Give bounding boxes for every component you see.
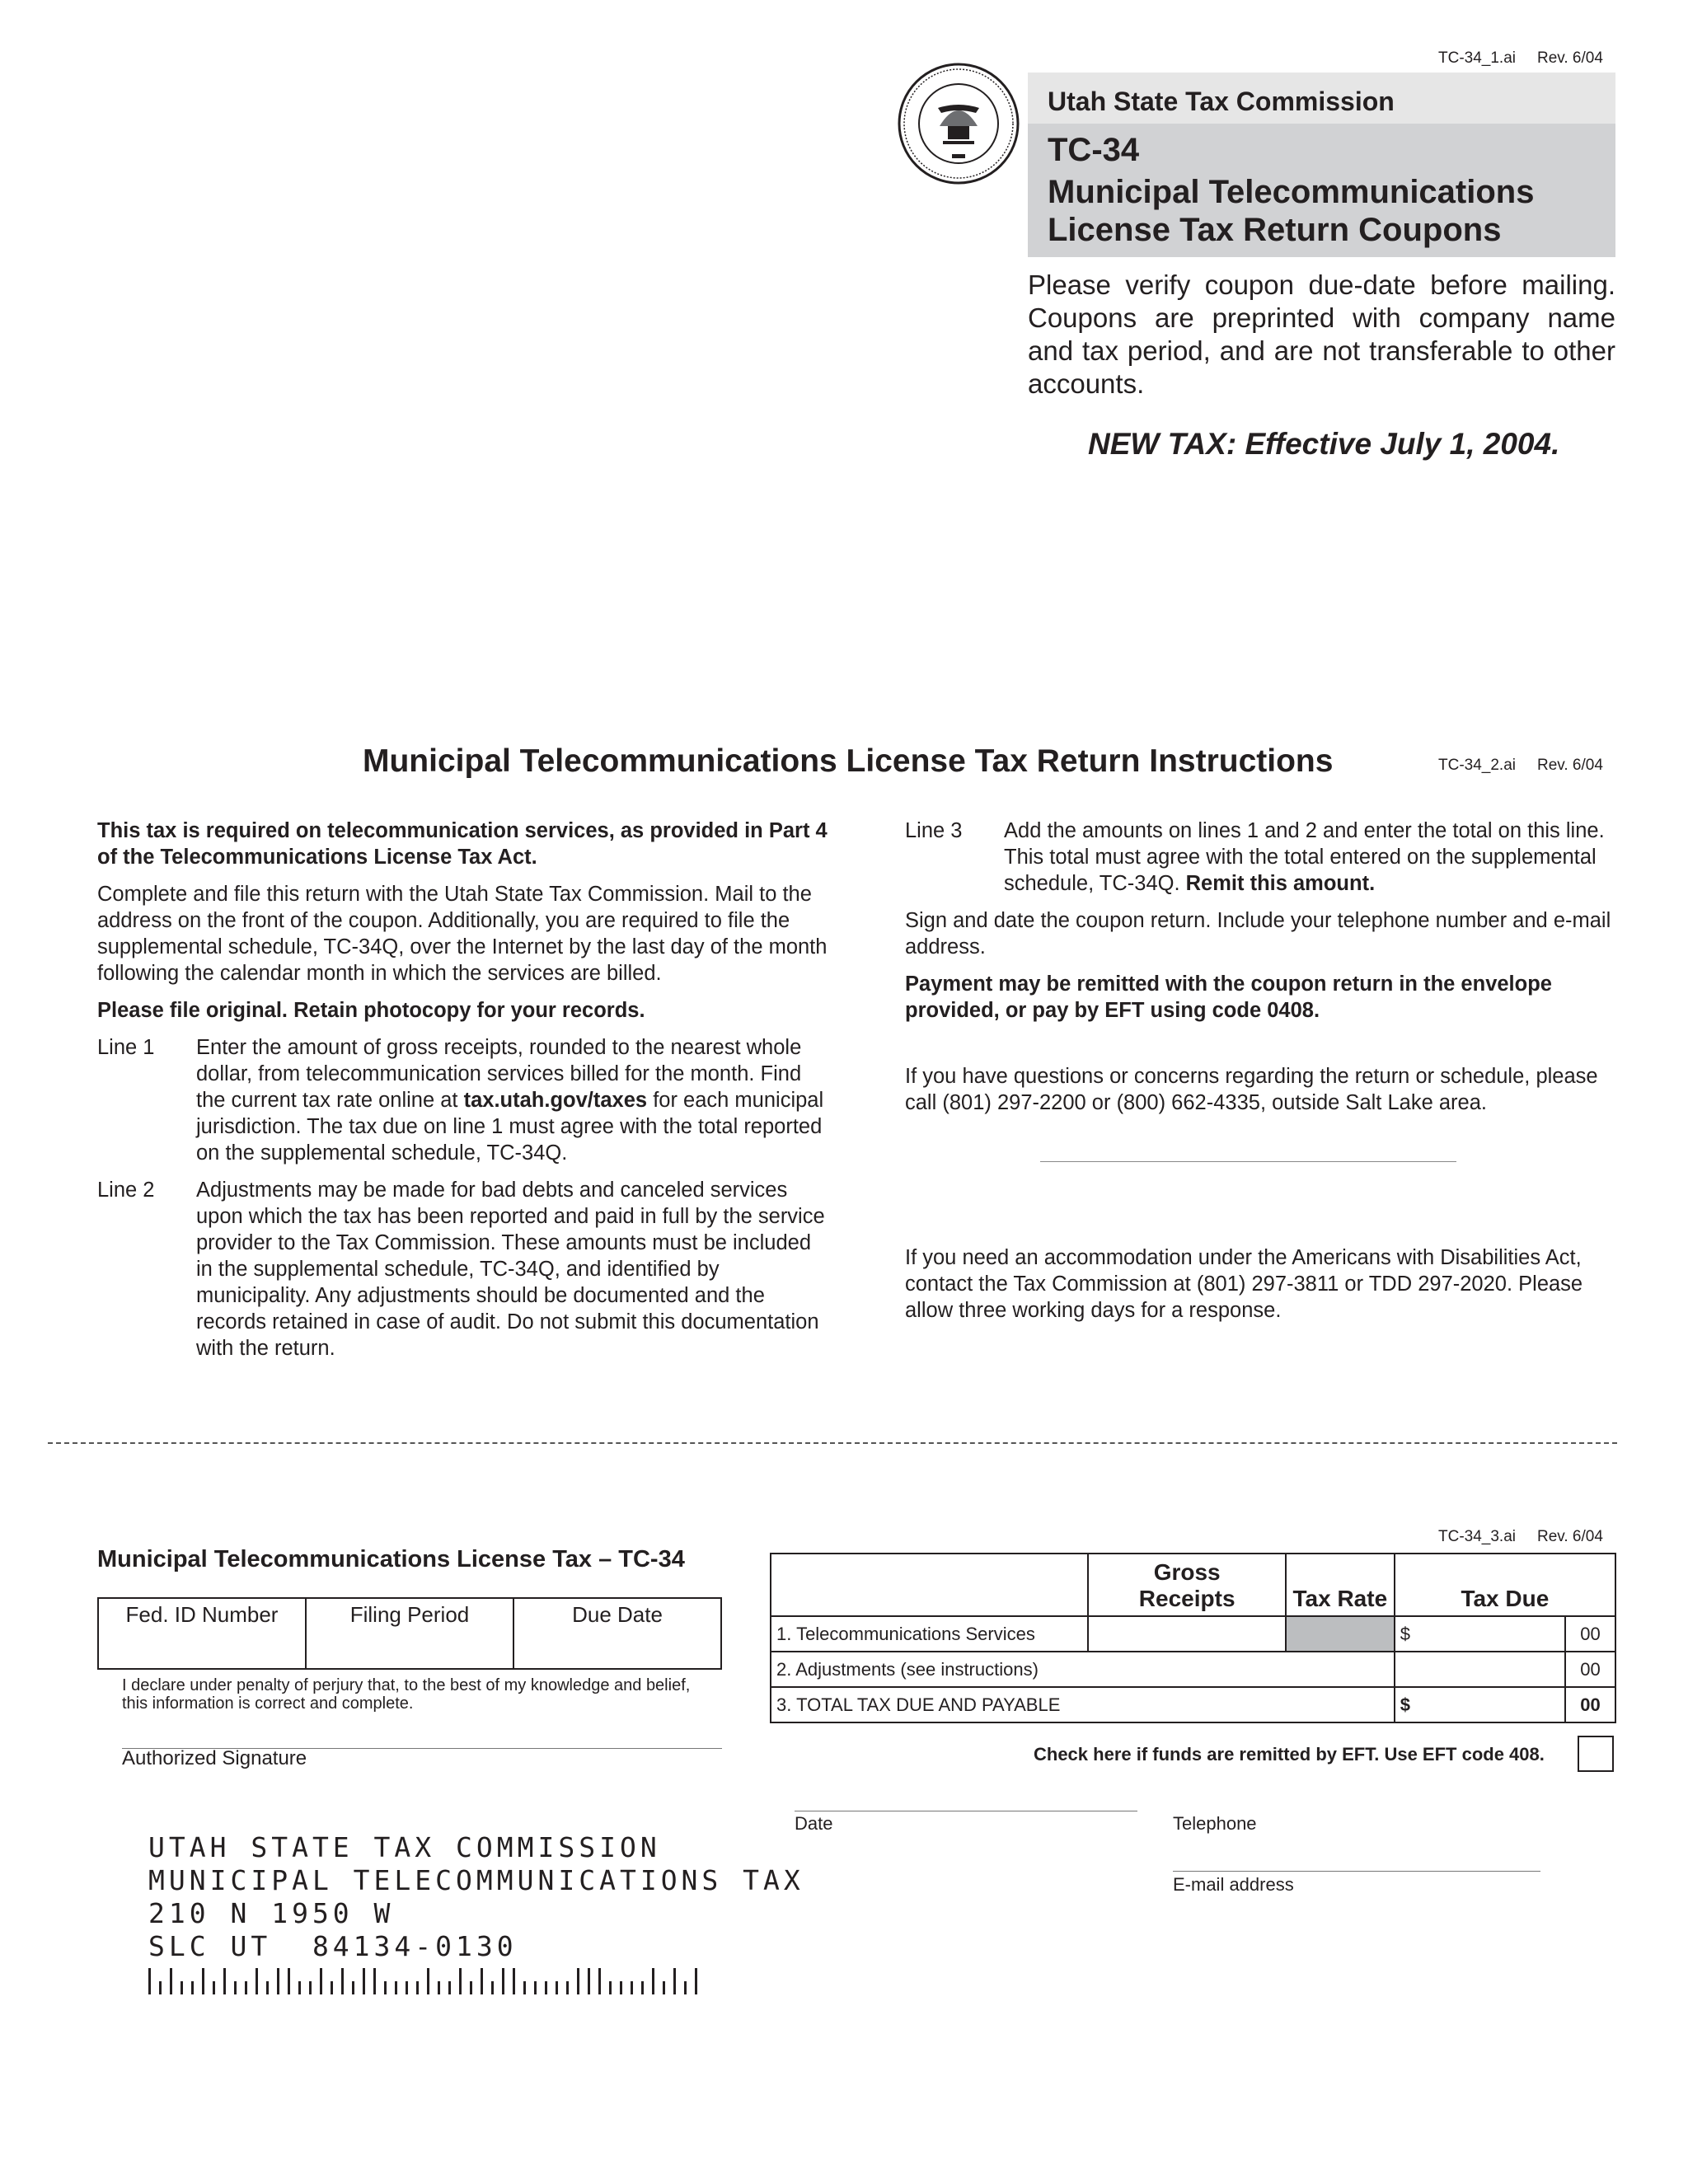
state-seal-icon — [897, 62, 1020, 185]
signature-label: Authorized Signature — [122, 1747, 307, 1769]
tax-table-header — [771, 1554, 1615, 1616]
barcode-bar — [395, 1981, 397, 1994]
cents-cell: 00 — [1565, 1616, 1615, 1652]
file-ref-code: TC-34_1.ai — [1438, 49, 1516, 67]
fed-id-field[interactable]: Fed. ID Number — [99, 1599, 307, 1668]
barcode-bar — [352, 1981, 354, 1994]
barcode-bar — [673, 1968, 676, 1994]
tax-rate-cell — [1286, 1616, 1395, 1652]
barcode-bar — [523, 1981, 526, 1994]
barcode-bar — [159, 1981, 162, 1994]
barcode-bar — [545, 1981, 547, 1994]
tax-website-link[interactable]: tax.utah.gov/taxes — [463, 1089, 648, 1112]
barcode-bar — [502, 1968, 504, 1994]
table-row — [771, 1652, 1615, 1687]
barcode-bar — [684, 1981, 687, 1994]
barcode-bar — [438, 1981, 440, 1994]
questions-paragraph: If you have questions or concerns regarding the return or schedule, please call (801) 297-2200 or (800) 662-4335, outside Salt Lake area. — [905, 1065, 1598, 1114]
barcode-bar — [620, 1981, 622, 1994]
eft-checkbox[interactable] — [1578, 1736, 1614, 1772]
barcode-bar — [148, 1968, 151, 1994]
instructions-right-column — [905, 818, 1622, 1127]
barcode-bar — [577, 1968, 579, 1994]
barcode-bar — [213, 1981, 215, 1994]
barcode-bar — [652, 1968, 654, 1994]
barcode-bar — [202, 1968, 204, 1994]
row-label: 3. TOTAL TAX DUE AND PAYABLE — [771, 1687, 1395, 1722]
barcode-bar — [373, 1968, 376, 1994]
address-line: SLC UT 84134-0130 — [148, 1930, 518, 1962]
receipts-header-word: Receipts — [1138, 1586, 1236, 1611]
cents-cell: 00 — [1565, 1687, 1615, 1722]
barcode-bar — [556, 1981, 558, 1994]
barcode-bar — [309, 1981, 312, 1994]
file-original-note: Please file original. Retain photocopy for your records. — [97, 999, 645, 1022]
gross-receipts-header — [1088, 1554, 1286, 1616]
adjustments-input[interactable] — [1395, 1652, 1565, 1687]
ada-paragraph: If you need an accommodation under the Americans with Disabilities Act, contact the Tax Commission at (801) 297-3811 or TDD 297-2020. Please allow three working days for a response. — [905, 1246, 1583, 1322]
barcode-bar — [320, 1968, 322, 1994]
line-label: Line 3 — [905, 819, 963, 842]
barcode-bar — [566, 1981, 569, 1994]
address-line: MUNICIPAL TELECOMMUNICATIONS TAX — [148, 1864, 804, 1896]
remit-note: Remit this amount. — [1185, 872, 1376, 895]
tax-rate-header: Tax Rate — [1286, 1554, 1395, 1616]
barcode-bar — [298, 1981, 301, 1994]
address-line: 210 N 1950 W — [148, 1897, 395, 1929]
date-label: Date — [795, 1813, 833, 1834]
barcode-bar — [448, 1981, 451, 1994]
new-tax-notice: NEW TAX: Effective July 1, 2004. — [1088, 427, 1560, 461]
form-title-block — [1028, 124, 1615, 257]
row-label: 1. Telecommunications Services — [771, 1616, 1088, 1652]
mailing-address — [148, 1831, 804, 1963]
barcode-bar — [341, 1968, 344, 1994]
due-date-field[interactable]: Due Date — [572, 1602, 663, 1627]
perjury-declaration: I declare under penalty of perjury that, to the best of my knowledge and belief, this information is correct and complete. — [122, 1676, 691, 1713]
tax-due-input[interactable]: $ — [1395, 1616, 1565, 1652]
barcode-bar — [598, 1968, 601, 1994]
tax-due-header: Tax Due — [1395, 1554, 1615, 1616]
revision-date: Rev. 6/04 — [1537, 1528, 1603, 1545]
barcode-bar — [588, 1968, 590, 1994]
line1-instruction — [97, 1034, 831, 1166]
barcode-bar — [513, 1968, 515, 1994]
barcode-bar — [384, 1981, 387, 1994]
tax-due-table — [770, 1553, 1616, 1723]
barcode-bar — [234, 1981, 237, 1994]
line1-text: Enter the amount of gross receipts, rounded to the nearest whole dollar, from telecommunication services billed for the month. Find the current tax rate online at — [196, 1036, 802, 1112]
barcode-bar — [245, 1981, 247, 1994]
barcode-bar — [534, 1981, 537, 1994]
barcode-bar — [470, 1981, 472, 1994]
barcode-bar — [363, 1968, 365, 1994]
line3-text: Add the amounts on lines 1 and 2 and enter the total on this line. This total must agree with the total entered on the supplemental schedule, TC-34Q. — [1004, 819, 1605, 895]
line-label: Line 2 — [97, 1179, 155, 1202]
revision-date: Rev. 6/04 — [1537, 757, 1603, 774]
barcode-bar — [331, 1981, 333, 1994]
email-line[interactable] — [1173, 1871, 1540, 1872]
instructions-file-ref — [1438, 757, 1603, 775]
address-line: UTAH STATE TAX COMMISSION — [148, 1831, 661, 1863]
barcode-bar — [631, 1981, 633, 1994]
form-title-line1: Municipal Telecommunications — [1048, 174, 1535, 210]
email-label: E-mail address — [1173, 1874, 1294, 1895]
barcode-bar — [191, 1981, 194, 1994]
barcode-bar — [277, 1968, 279, 1994]
gross-header-word: Gross — [1153, 1559, 1221, 1585]
barcode-bar — [609, 1981, 612, 1994]
coupon-id-table — [97, 1597, 722, 1670]
postal-barcode-icon — [148, 1968, 705, 1994]
barcode-bar — [416, 1981, 419, 1994]
gross-receipts-input[interactable] — [1088, 1616, 1286, 1652]
sign-date-paragraph: Sign and date the coupon return. Include your telephone number and e-mail address. — [905, 909, 1611, 958]
table-row — [771, 1616, 1615, 1652]
barcode-bar — [181, 1981, 183, 1994]
perforation-line — [48, 1442, 1617, 1444]
barcode-bar — [170, 1968, 172, 1994]
coupon-title: Municipal Telecommunications License Tax – TC-34 — [97, 1546, 685, 1572]
instructions-left-column — [97, 818, 831, 1372]
instructions-title: Municipal Telecommunications License Tax Return Instructions — [363, 743, 1334, 779]
barcode-bar — [427, 1968, 429, 1994]
total-due-input[interactable]: $ — [1395, 1687, 1565, 1722]
row-label: 2. Adjustments (see instructions) — [771, 1652, 1395, 1687]
section-divider — [1040, 1161, 1456, 1162]
cents-cell: 00 — [1565, 1652, 1615, 1687]
barcode-bar — [256, 1968, 258, 1994]
barcode-bar — [223, 1968, 226, 1994]
barcode-bar — [491, 1981, 494, 1994]
form-title-line2: License Tax Return Coupons — [1048, 212, 1502, 248]
barcode-bar — [459, 1968, 462, 1994]
barcode-bar — [641, 1981, 644, 1994]
eft-check-label: Check here if funds are remitted by EFT. Use EFT code 408. — [1034, 1744, 1545, 1765]
agency-banner — [1028, 73, 1615, 124]
file-ref-code: TC-34_2.ai — [1438, 757, 1516, 774]
filing-period-field[interactable]: Filing Period — [307, 1599, 514, 1668]
form-number: TC-34 — [1048, 132, 1140, 168]
header-file-ref — [1438, 49, 1603, 68]
barcode-bar — [406, 1981, 408, 1994]
telephone-label: Telephone — [1173, 1813, 1257, 1834]
file-ref-code: TC-34_3.ai — [1438, 1528, 1516, 1545]
line3-instruction — [905, 818, 1622, 897]
line2-text: Adjustments may be made for bad debts and canceled services upon which the tax has been reported and paid in full by the service provider to the Tax Commission. These amounts must be included in the supplemental schedule, TC-34Q, and identified by municipality. Any adjustments should be documented and the records retained in case of audit. Do not submit this documentation with the return. — [196, 1179, 825, 1360]
line2-instruction — [97, 1177, 831, 1361]
complete-file-paragraph: Complete and file this return with the Utah State Tax Commission. Mail to the address on the front of the coupon. Additionally, you are required to file the supplemental schedule, TC-34Q, over the Internet by the last day of the month following the calendar month in which the services are billed. — [97, 883, 828, 985]
intro-paragraph: This tax is required on telecommunication services, as provided in Part 4 of the Telecommunications License Tax Act. — [97, 819, 828, 869]
line1-text-cont: for each municipal jurisdiction. The tax due on line 1 must agree with the total reported on the supplemental schedule, TC-34Q. — [196, 1089, 824, 1165]
barcode-bar — [481, 1968, 483, 1994]
barcode-bar — [266, 1981, 269, 1994]
coupon-file-ref — [1438, 1528, 1603, 1546]
revision-date: Rev. 6/04 — [1537, 49, 1603, 67]
verify-note: Please verify coupon due-date before mailing. Coupons are preprinted with company name and tax period, and are not transferable to other accounts. — [1028, 269, 1615, 399]
agency-name: Utah State Tax Commission — [1048, 87, 1395, 116]
line-label: Line 1 — [97, 1036, 155, 1059]
barcode-bar — [288, 1968, 290, 1994]
barcode-bar — [695, 1968, 697, 1994]
table-row — [771, 1687, 1615, 1722]
barcode-bar — [663, 1981, 665, 1994]
payment-paragraph: Payment may be remitted with the coupon return in the envelope provided, or pay by EFT using code 0408. — [905, 972, 1552, 1022]
